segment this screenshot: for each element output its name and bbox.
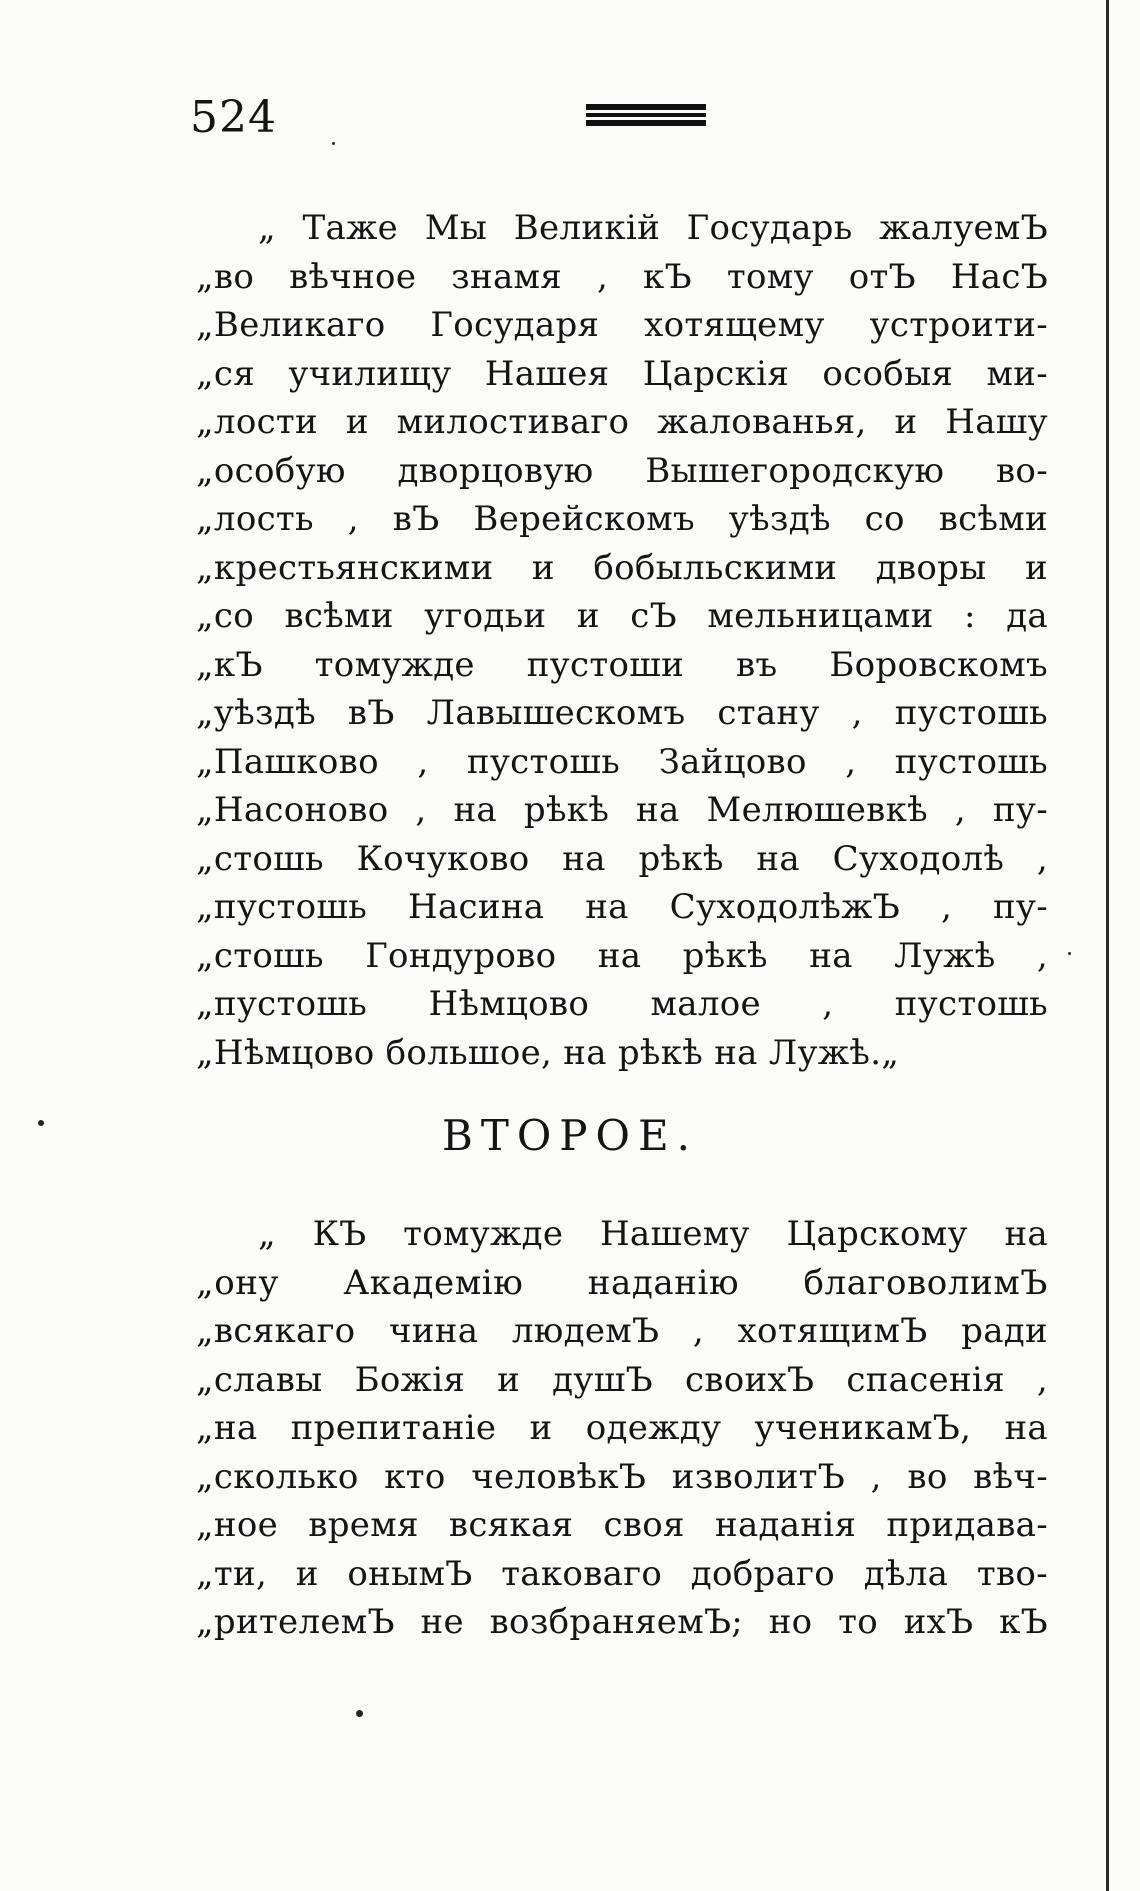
text-line: „сколько кто человѣкЪ изволитЪ , во вѣч- <box>196 1456 1048 1497</box>
page-number: 524 <box>190 92 277 143</box>
text-line: „кЪ томужде пустоши въ Боровскомъ <box>196 644 1048 685</box>
text-line: „уѣздѣ вЪ Лавышескомъ стану , пустошь <box>196 693 1048 733</box>
text-line: „ное время всякая своя наданія придава- <box>196 1505 1048 1545</box>
speck-mark <box>38 1120 44 1126</box>
text-line: „ Таже Мы Великій Государь жалуемЪ <box>258 208 1048 248</box>
text-line: „Великаго Государя хотящему устроити- <box>196 305 1048 345</box>
text-line: „славы Божія и душЪ своихЪ спасенія , <box>196 1359 1048 1400</box>
text-line: „лости и милостиваго жалованья, и Нашу <box>196 402 1048 442</box>
text-line: „во вѣчное знамя , кЪ тому отЪ НасЪ <box>196 256 1048 297</box>
text-line: „на препитаніе и одежду ученикамЪ, на <box>196 1408 1048 1448</box>
speck-mark <box>332 142 335 145</box>
text-line: „особую дворцовую Вышегородскую во- <box>196 450 1048 491</box>
text-line: „ти, и онымЪ таковаго добраго дѣла тво- <box>196 1553 1048 1594</box>
decree-paragraph-first <box>196 204 1048 1077</box>
text-line: „Пашково , пустошь Зайцово , пустошь <box>196 741 1048 782</box>
header-ornament <box>586 104 706 126</box>
speck-mark <box>356 1710 363 1717</box>
text-line: „пустошь Нѣмцово малое , пустошь <box>196 984 1048 1024</box>
speck-mark <box>1068 952 1071 955</box>
text-line: „ КЪ томужде Нашему Царскому на <box>258 1214 1048 1254</box>
section-heading: ВТОРОЕ. <box>441 1111 698 1160</box>
text-line: „Насоново , на рѣкѣ на Мелюшевкѣ , пу- <box>196 790 1048 830</box>
text-line: „Нѣмцово большое, на рѣкѣ на Лужѣ.„ <box>196 1032 900 1073</box>
text-line: „пустошь Насина на СуходолѣжЪ , пу- <box>196 887 1048 927</box>
text-line: „всякаго чина людемЪ , хотящимЪ ради <box>196 1311 1048 1351</box>
text-line: „рителемЪ не возбраняемЪ; но то ихЪ кЪ <box>196 1602 1048 1642</box>
page-edge-line <box>1106 0 1109 1891</box>
text-line: „крестьянскими и бобыльскими дворы и <box>196 547 1048 588</box>
text-line: „стошь Кочуково на рѣкѣ на Суходолѣ , <box>196 838 1048 879</box>
decree-paragraph-second <box>196 1210 1048 1647</box>
text-line: „ся училищу Нашея Царскія особыя ми- <box>196 353 1048 394</box>
text-line: „лость , вЪ Верейскомъ уѣздѣ со всѣми <box>196 499 1048 539</box>
text-line: „ону Академію наданію благоволимЪ <box>196 1262 1048 1303</box>
text-line: „со всѣми угодьи и сЪ мельницами : да <box>196 596 1048 636</box>
text-line: „стошь Гондурово на рѣкѣ на Лужѣ , <box>196 935 1048 976</box>
